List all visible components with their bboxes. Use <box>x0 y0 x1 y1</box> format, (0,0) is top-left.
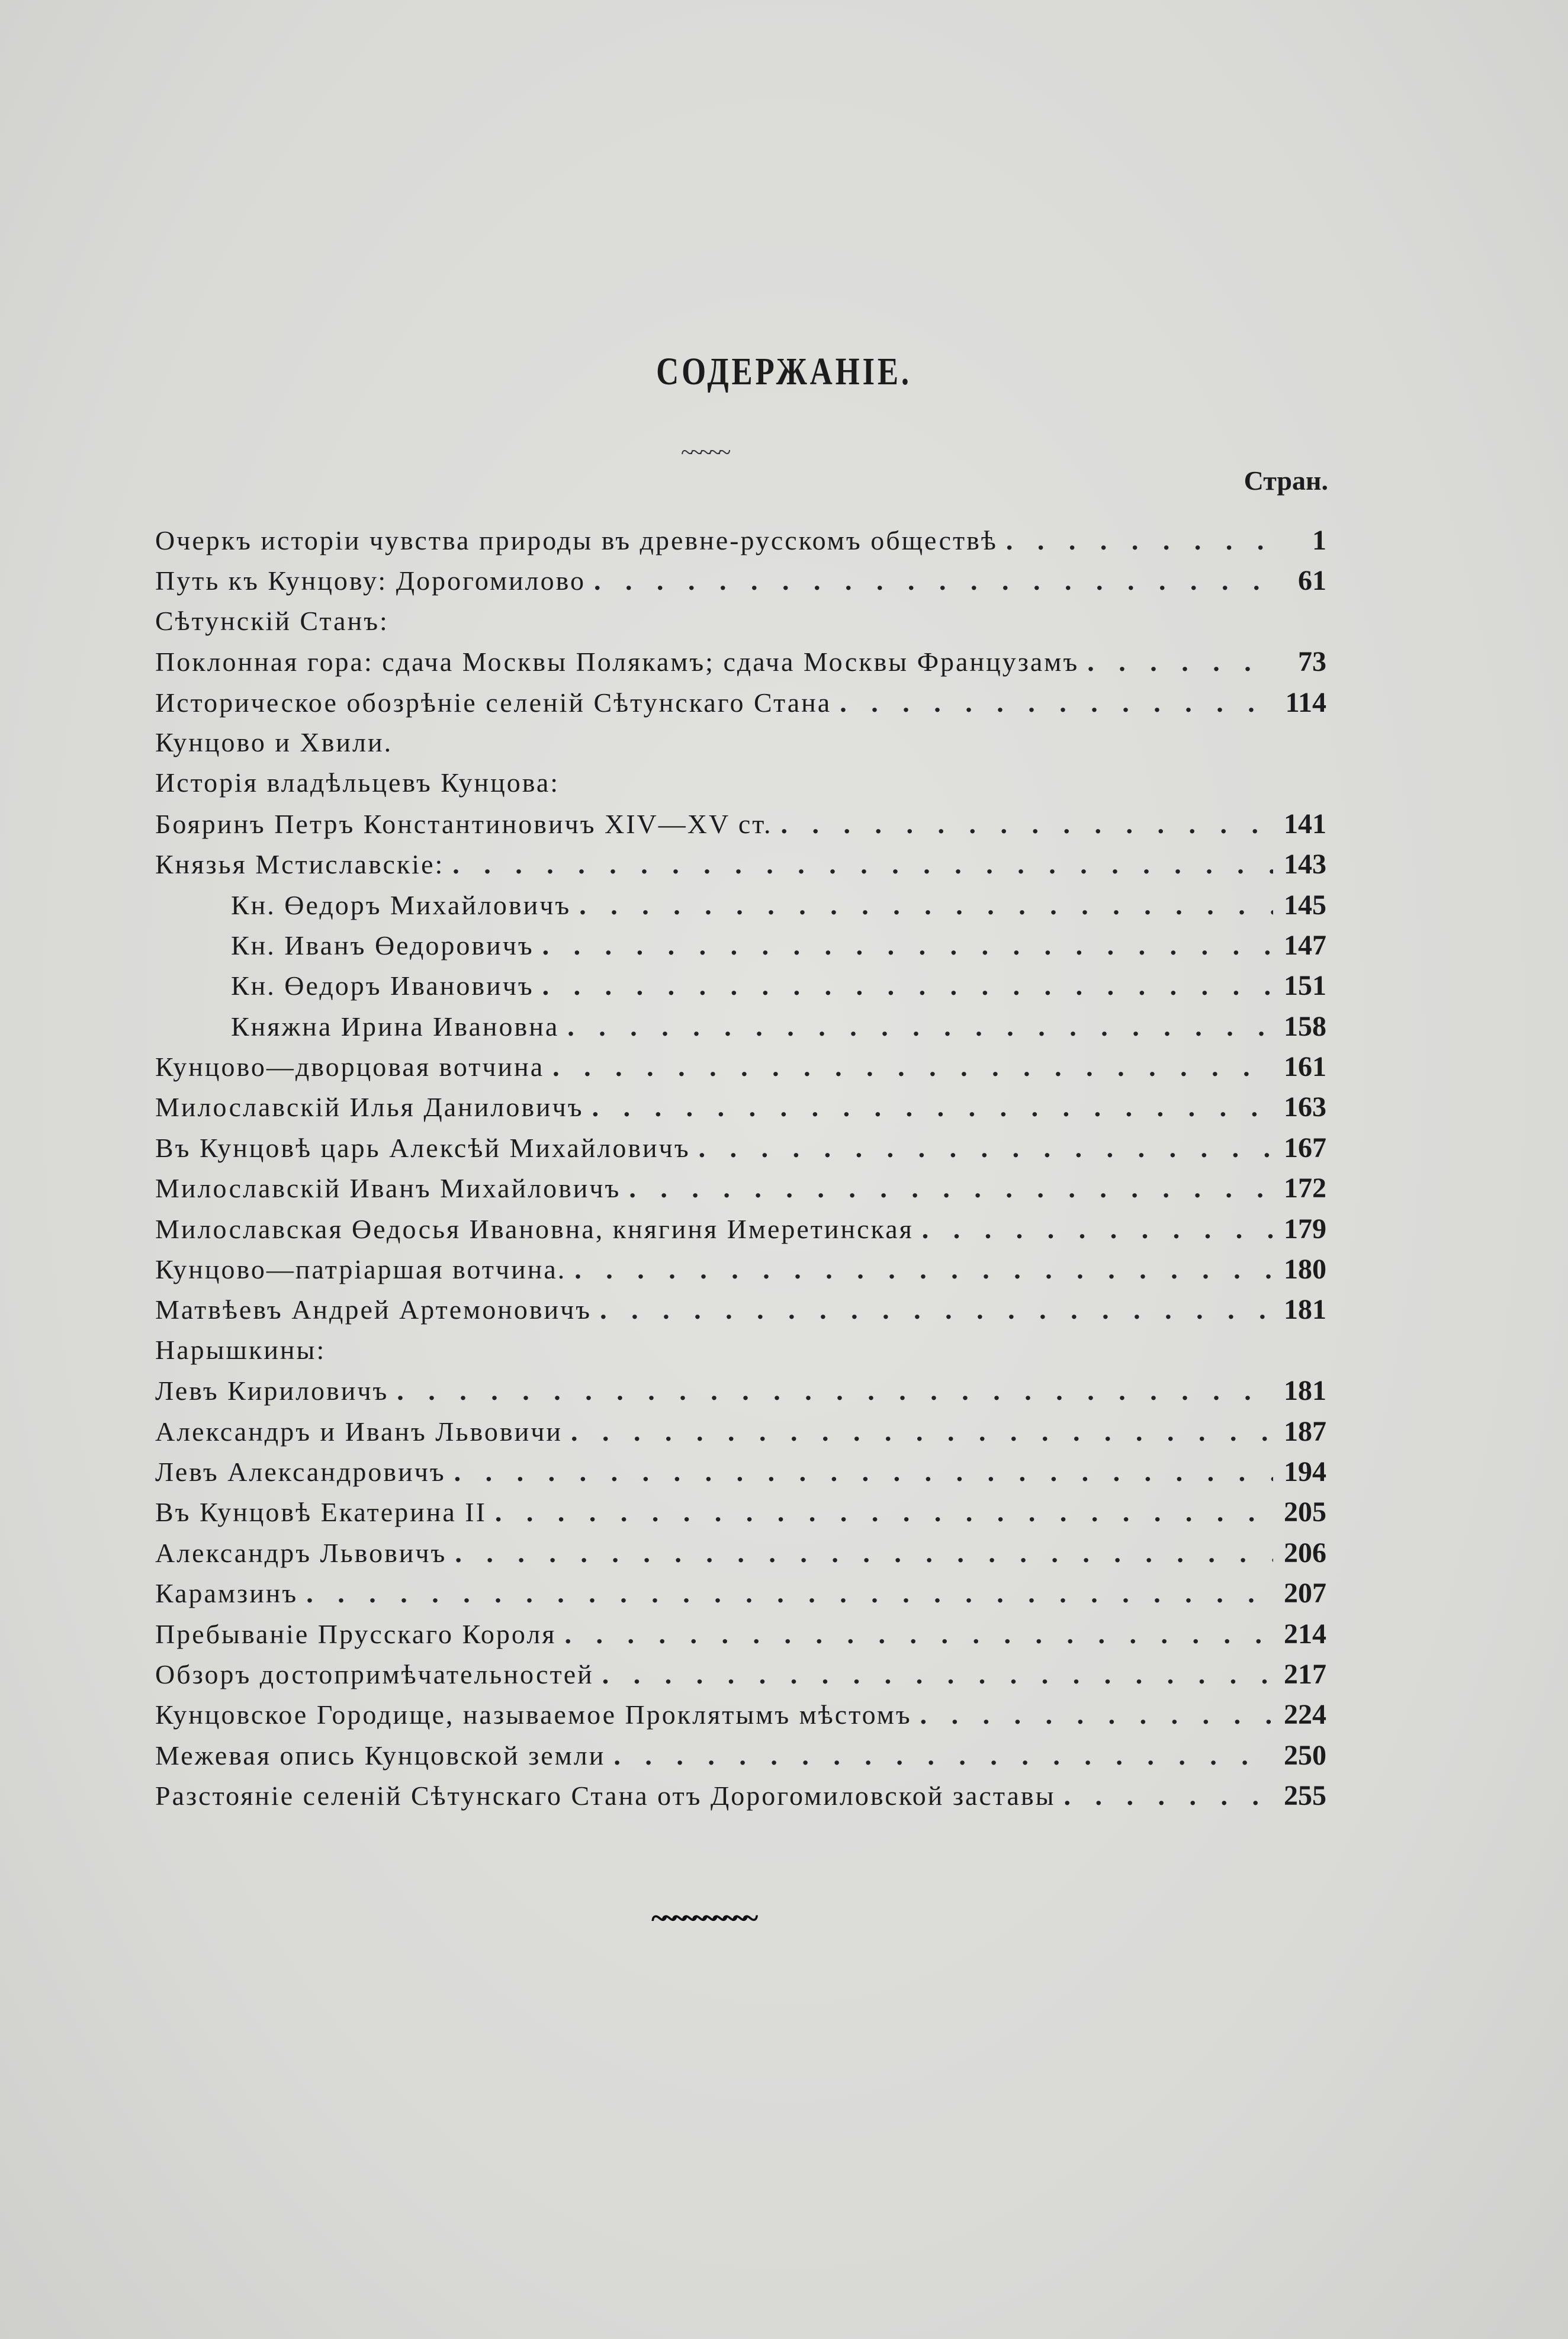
toc-entry <box>155 1698 1326 1739</box>
toc-entry <box>155 564 1326 605</box>
toc-entry-title: Милославская Өедосья Ивановна, княгиня Имеретинская <box>155 1213 914 1244</box>
toc-entry-title: Разстояніе селеній Сѣтунскаго Стана отъ Дорогомиловской заставы <box>155 1781 1056 1811</box>
dot-leader <box>574 1254 1273 1285</box>
toc-entry <box>155 1132 1326 1172</box>
toc-entry <box>155 1577 1326 1617</box>
toc-entry-title: Межевая опись Кунцовской земли <box>155 1740 606 1771</box>
dot-leader <box>454 1456 1273 1487</box>
toc-entry-page: 73 <box>1298 646 1326 678</box>
toc-entry-title: Левъ Кириловичъ <box>155 1376 389 1406</box>
toc-entry-page: 214 <box>1284 1618 1326 1650</box>
dot-leader <box>397 1375 1273 1406</box>
toc-entry-page: 145 <box>1284 889 1326 921</box>
dot-leader <box>920 1699 1273 1730</box>
toc-entry-title: Кн. Өедоръ Михайловичъ <box>231 889 571 920</box>
toc-entry-page: 205 <box>1284 1496 1326 1528</box>
toc-entry-title: Исторія владѣльцевъ Кунцова: <box>155 767 560 798</box>
dot-leader <box>579 889 1273 921</box>
toc-entry-title: Милославскій Иванъ Михайловичъ <box>155 1173 621 1204</box>
toc-entry <box>155 1091 1326 1131</box>
toc-entry-title: Милославскій Илья Даниловичъ <box>155 1092 584 1123</box>
toc-entry <box>155 767 1326 807</box>
toc-entry <box>155 1456 1326 1496</box>
dot-leader <box>542 930 1273 961</box>
page-column-header: Стран. <box>1244 465 1328 496</box>
toc-entry-title: Поклонная гора: сдача Москвы Полякамъ; сдача Москвы Французамъ <box>155 647 1079 677</box>
toc-entry <box>155 727 1326 767</box>
toc-entry <box>155 1293 1326 1334</box>
toc-entry <box>155 1537 1326 1577</box>
dot-leader <box>564 1618 1273 1650</box>
toc-entry-title: Въ Кунцовѣ Екатерина II <box>155 1497 487 1528</box>
toc-entry <box>155 1172 1326 1212</box>
toc-entry-title: Историческое обозрѣніе селеній Сѣтунскаго Стана <box>155 687 832 718</box>
dot-leader <box>600 1294 1273 1325</box>
toc-entry <box>155 1415 1326 1456</box>
toc-entry <box>155 969 1326 1010</box>
toc-entry-page: 158 <box>1284 1010 1326 1042</box>
toc-entry-page: 250 <box>1284 1739 1326 1771</box>
toc-entry-title: Александръ и Иванъ Львовичи <box>155 1416 563 1447</box>
dot-leader <box>780 808 1273 840</box>
toc-entry-title: Пребываніе Прусскаго Короля <box>155 1618 557 1649</box>
dot-leader <box>455 1537 1273 1569</box>
dot-leader <box>1064 1780 1273 1811</box>
toc-entry <box>155 645 1326 686</box>
toc-entry-title: Александръ Львовичъ <box>155 1537 447 1568</box>
toc-entry-page: 151 <box>1284 970 1326 1002</box>
toc-entry-title: Сѣтунскій Станъ: <box>155 605 389 636</box>
toc-entry-page: 61 <box>1298 565 1326 597</box>
toc-entry-title: Очеркъ исторіи чувства природы въ древне-русскомъ обществѣ <box>155 525 998 555</box>
toc-entry <box>155 1253 1326 1293</box>
toc-entry-title: Кн. Өедоръ Ивановичъ <box>231 971 534 1001</box>
toc-entry-page: 167 <box>1284 1132 1326 1164</box>
toc-entry-page: 141 <box>1284 808 1326 840</box>
dot-leader <box>613 1740 1273 1771</box>
toc-entry-title: Кн. Иванъ Өедоровичъ <box>231 930 534 960</box>
toc-entry-title: Левъ Александровичъ <box>155 1456 446 1487</box>
toc-entry-page: 179 <box>1284 1213 1326 1245</box>
dot-leader <box>922 1213 1273 1245</box>
toc-entry-page: 161 <box>1284 1051 1326 1083</box>
toc-entry <box>155 889 1326 929</box>
toc-entry <box>155 1658 1326 1698</box>
toc-entry <box>155 1618 1326 1658</box>
toc-entry <box>155 848 1326 888</box>
toc-entry-page: 1 <box>1312 525 1326 556</box>
table-of-contents <box>155 524 1326 1820</box>
toc-entry-page: 187 <box>1284 1415 1326 1447</box>
toc-entry-page: 143 <box>1284 849 1326 881</box>
toc-entry-page: 181 <box>1284 1294 1326 1326</box>
toc-entry-page: 224 <box>1284 1699 1326 1731</box>
dot-leader <box>840 687 1273 718</box>
toc-entry <box>155 1496 1326 1536</box>
toc-entry-page: 114 <box>1285 686 1326 718</box>
dot-leader <box>552 1051 1273 1082</box>
toc-entry-page: 207 <box>1284 1577 1326 1609</box>
toc-entry-title: Нарышкины: <box>155 1334 326 1365</box>
toc-entry-title: Кунцово—патріаршая вотчина. <box>155 1254 567 1285</box>
dot-leader <box>495 1496 1273 1528</box>
dot-leader <box>452 849 1273 880</box>
dot-leader <box>592 1091 1273 1123</box>
toc-entry-title: Бояринъ Петръ Константиновичъ XIV—XV ст. <box>155 808 773 839</box>
toc-entry-title: Матвѣевъ Андрей Артемоновичъ <box>155 1294 592 1325</box>
toc-entry-title: Кунцово и Хвили. <box>155 727 393 757</box>
dot-leader <box>567 1011 1273 1042</box>
toc-entry-title: Кунцово—дворцовая вотчина <box>155 1052 545 1082</box>
toc-entry-page: 172 <box>1284 1172 1326 1204</box>
toc-entry-title: Князья Мстиславскіе: <box>155 849 445 880</box>
toc-entry-title: Обзоръ достопримѣчательностей <box>155 1659 594 1689</box>
toc-entry <box>155 1739 1326 1779</box>
dot-leader <box>594 565 1273 596</box>
toc-entry <box>155 1374 1326 1415</box>
dot-leader <box>542 970 1273 1001</box>
dot-leader <box>1006 525 1273 556</box>
toc-entry-title: Путь къ Кунцову: Дорогомилово <box>155 566 586 596</box>
toc-entry <box>155 1334 1326 1374</box>
toc-entry-title: Въ Кунцовѣ царь Алексѣй Михайловичъ <box>155 1132 690 1163</box>
toc-entry-page: 194 <box>1284 1456 1326 1487</box>
dot-leader <box>602 1659 1273 1690</box>
ornament-top: ~~~~~ <box>681 439 728 465</box>
dot-leader <box>629 1172 1273 1204</box>
dot-leader <box>571 1416 1273 1447</box>
toc-entry-page: 181 <box>1284 1375 1326 1407</box>
dot-leader <box>1087 646 1273 677</box>
dot-leader <box>306 1577 1273 1609</box>
toc-entry <box>155 1050 1326 1091</box>
toc-entry-page: 206 <box>1284 1537 1326 1569</box>
toc-entry-title: Кунцовское Городище, называемое Проклятымъ мѣстомъ <box>155 1699 912 1730</box>
toc-entry <box>155 1010 1326 1050</box>
toc-entry-page: 255 <box>1284 1780 1326 1812</box>
toc-entry-page: 147 <box>1284 929 1326 961</box>
toc-entry-title: Княжна Ирина Ивановна <box>231 1011 560 1042</box>
toc-entry <box>155 808 1326 848</box>
toc-entry <box>155 1213 1326 1253</box>
toc-entry <box>155 686 1326 727</box>
toc-entry <box>155 1779 1326 1820</box>
toc-entry-title: Карамзинъ <box>155 1578 298 1609</box>
dot-leader <box>699 1132 1273 1164</box>
toc-entry-page: 180 <box>1284 1254 1326 1286</box>
toc-entry-page: 217 <box>1284 1658 1326 1690</box>
toc-entry <box>155 929 1326 969</box>
toc-entry <box>155 524 1326 564</box>
ornament-bottom: ~~~~~~~~~~ <box>651 1901 753 1935</box>
toc-entry <box>155 605 1326 645</box>
toc-entry-page: 163 <box>1284 1091 1326 1123</box>
page-title: СОДЕРЖАНІЕ. <box>656 350 912 393</box>
